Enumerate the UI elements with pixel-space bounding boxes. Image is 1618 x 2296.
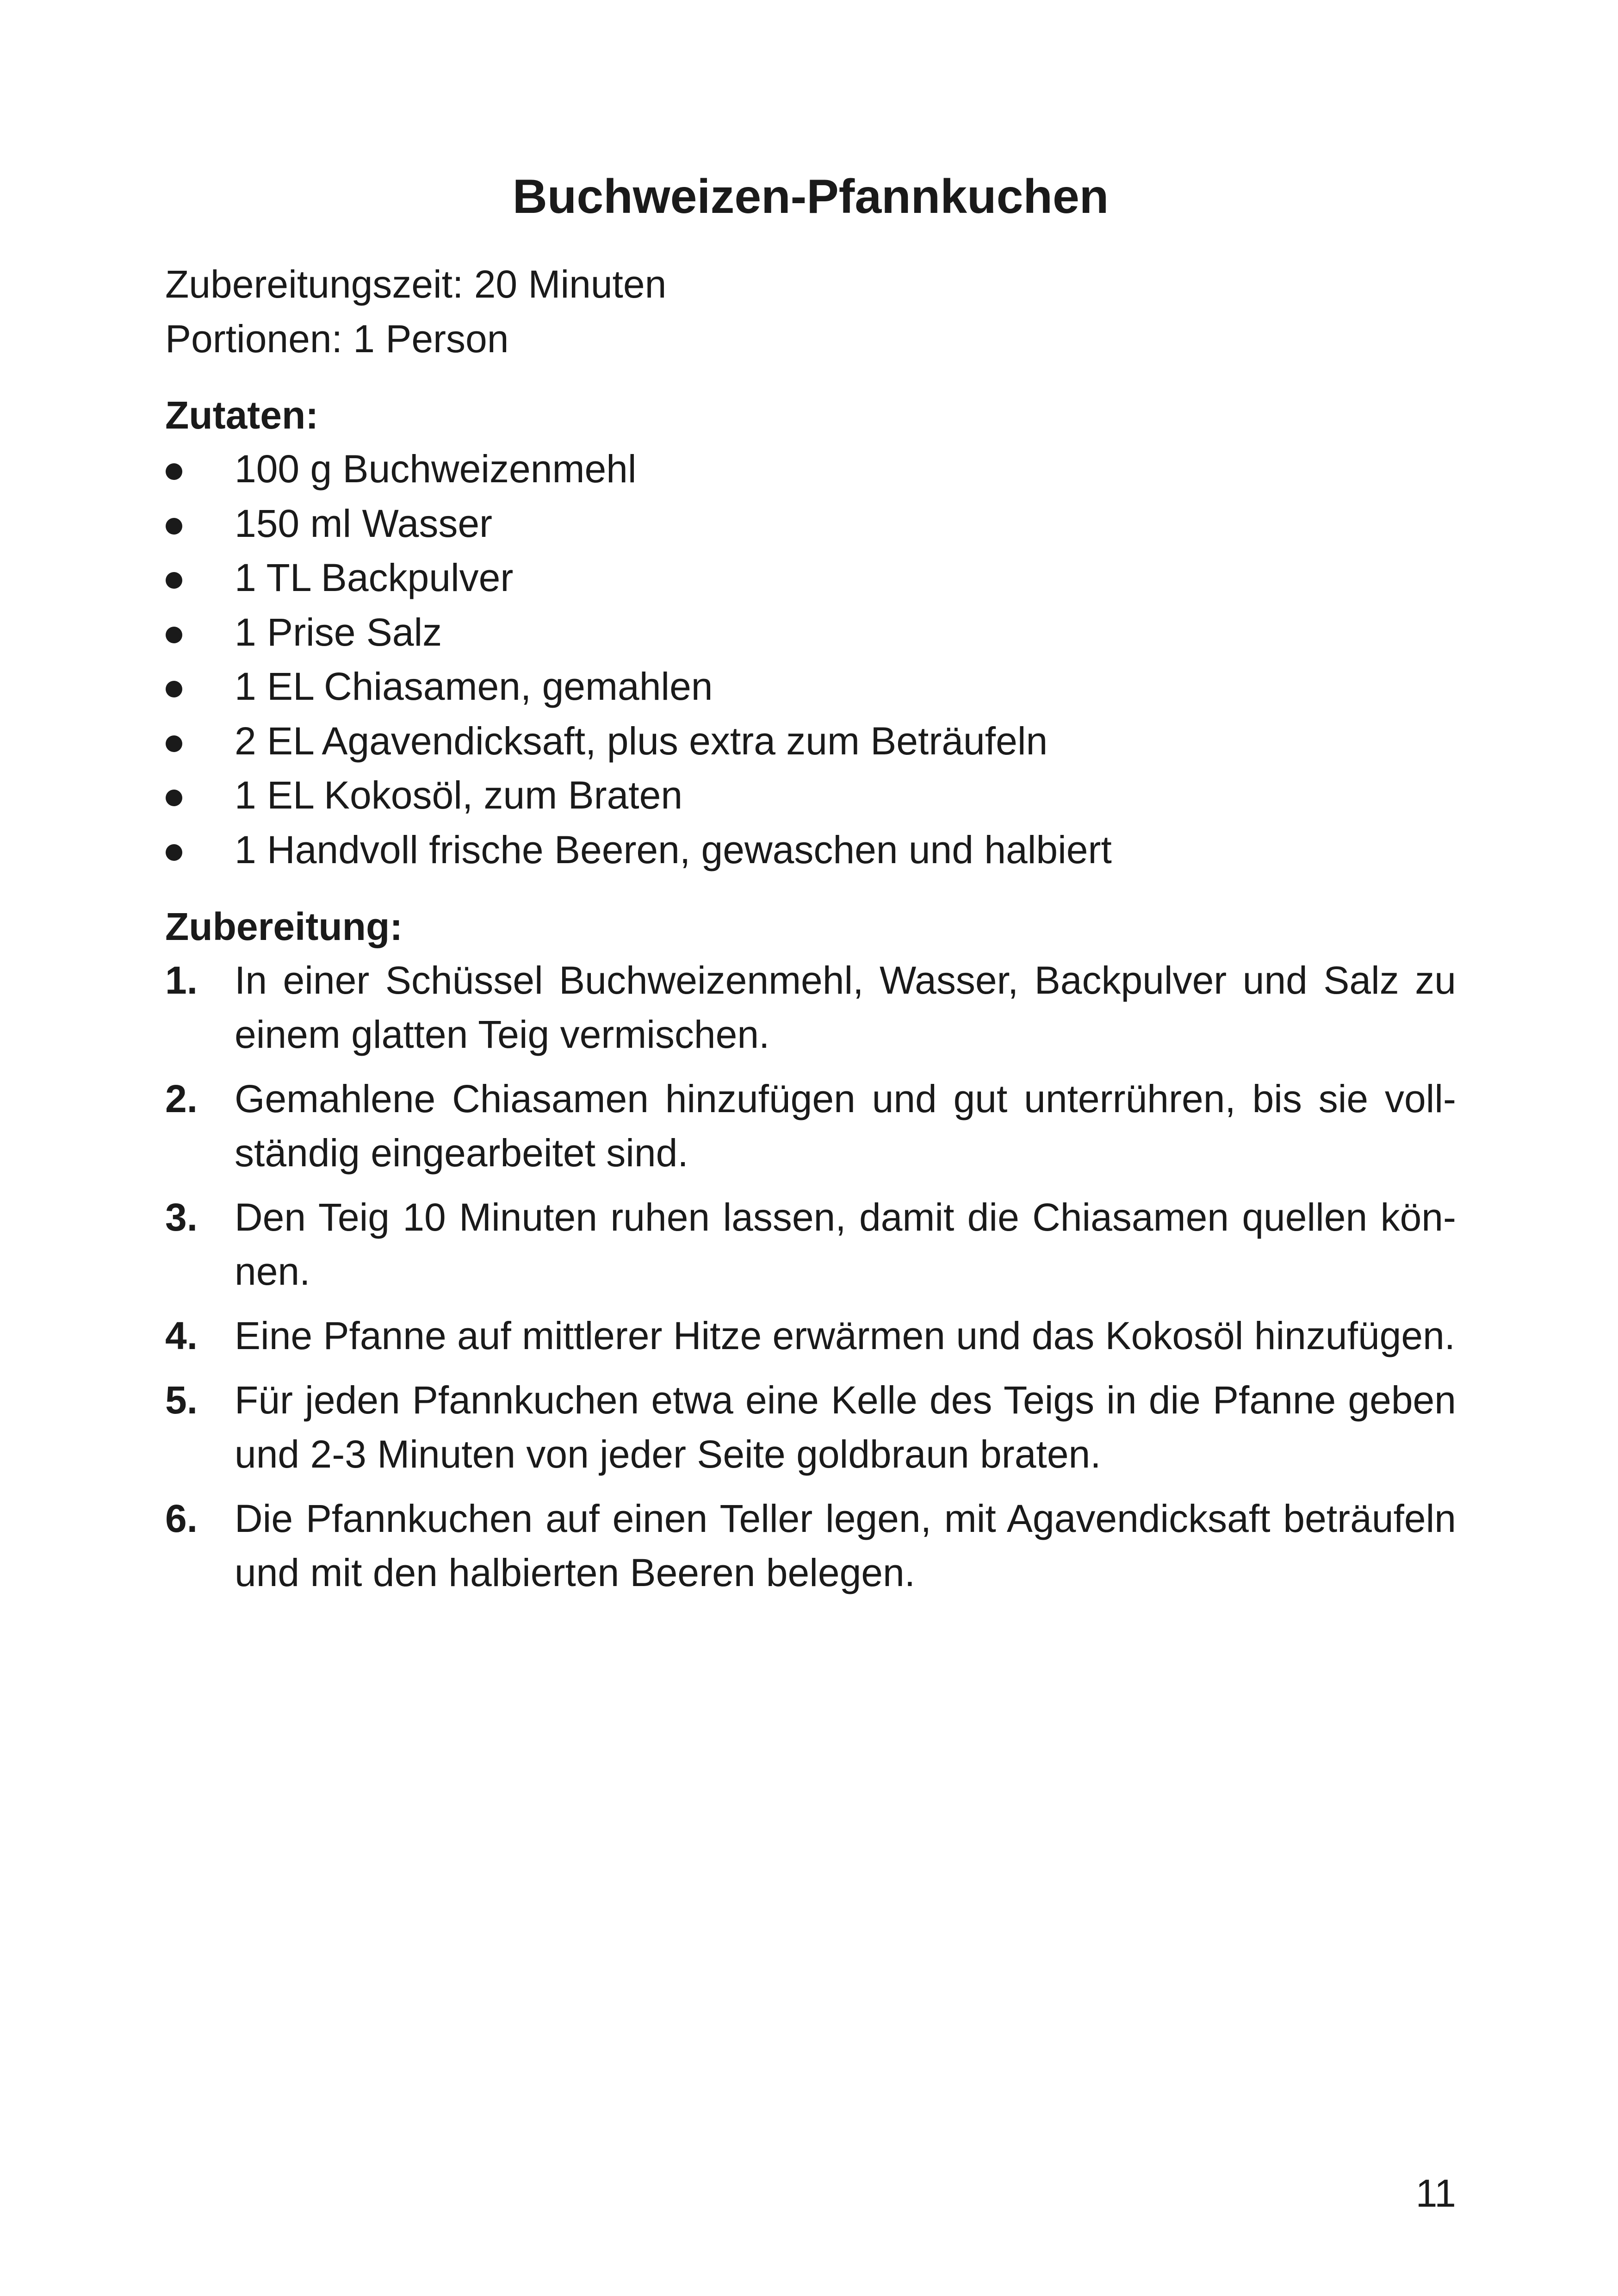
recipe-title: Buchweizen-Pfannkuchen [512, 170, 1109, 224]
step-item [165, 1373, 1456, 1481]
steps-heading: Zubereitung: [165, 905, 403, 948]
step-item [165, 1492, 1456, 1600]
ingredient-text: 100 g Buchweizenmehl [235, 447, 637, 491]
ingredient-text: 1 EL Chiasamen, gemahlen [235, 665, 713, 708]
step-text: Die Pfannkuchen auf einen Teller legen, mit Agavendicksaft beträufeln und mit den halbierten Beeren belegen. [235, 1497, 1456, 1594]
ingredients-heading: Zutaten: [165, 393, 319, 437]
ingredient-text: 150 ml Wasser [235, 501, 493, 545]
step-item [165, 1072, 1456, 1180]
ingredient-item [165, 605, 1456, 660]
step-item [165, 953, 1456, 1062]
step-text: Für jeden Pfannkuchen etwa eine Kelle des Teigs in die Pfanne geben und 2-3 Minuten von jeder Seite goldbraun braten. [235, 1378, 1456, 1476]
step-item [165, 1190, 1456, 1299]
steps-list [165, 953, 1456, 1610]
ingredient-item [165, 768, 1456, 823]
page-number: 11 [1415, 2172, 1456, 2215]
ingredient-item [165, 497, 1456, 551]
prep-time: Zubereitungszeit: 20 Minuten [165, 262, 667, 306]
ingredient-text: 2 EL Agavendicksaft, plus extra zum Beträufeln [235, 719, 1048, 763]
ingredient-text: 1 Handvoll frische Beeren, gewaschen und halbiert [235, 828, 1112, 871]
step-number: 2. [165, 1077, 198, 1120]
ingredient-text: 1 Prise Salz [235, 610, 442, 654]
recipe-meta [165, 257, 666, 366]
step-number: 1. [165, 958, 198, 1002]
ingredient-text: 1 TL Backpulver [235, 556, 514, 599]
step-text: In einer Schüssel Buchweizenmehl, Wasser, Backpulver und Salz zu einem glatten Teig vermischen. [235, 958, 1456, 1056]
step-text: Eine Pfanne auf mittlerer Hitze erwärmen und das Kokosöl hinzufügen. [235, 1314, 1456, 1357]
step-text: Den Teig 10 Minuten ruhen lassen, damit die Chiasamen quellen können. [235, 1195, 1456, 1293]
step-number: 5. [165, 1378, 198, 1422]
step-number: 3. [165, 1195, 198, 1239]
step-item [165, 1309, 1456, 1363]
ingredients-list [165, 442, 1456, 877]
ingredient-item [165, 714, 1456, 769]
ingredient-item [165, 551, 1456, 605]
recipe-page [165, 0, 1456, 2296]
ingredient-item [165, 660, 1456, 714]
ingredient-item [165, 442, 1456, 497]
step-number: 6. [165, 1497, 198, 1540]
servings: Portionen: 1 Person [165, 317, 509, 361]
step-text: Gemahlene Chiasamen hinzufügen und gut unterrühren, bis sie vollständig eingearbeitet sind. [235, 1077, 1456, 1175]
ingredient-item [165, 823, 1456, 877]
ingredient-text: 1 EL Kokosöl, zum Braten [235, 773, 683, 817]
step-number: 4. [165, 1314, 198, 1357]
